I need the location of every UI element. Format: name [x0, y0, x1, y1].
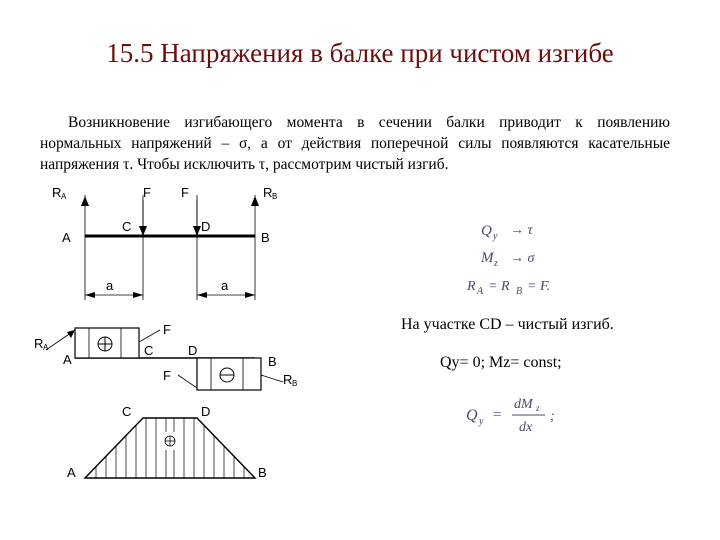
svg-text:= F.: = F.: [527, 279, 551, 294]
force-f-right-label: F: [181, 185, 189, 200]
svg-text:= R: = R: [488, 279, 510, 294]
svg-text:→ τ: → τ: [510, 223, 533, 238]
dim-a-right-label: a: [221, 278, 229, 293]
svg-text:R: R: [467, 279, 476, 294]
svg-text:Q: Q: [466, 407, 478, 424]
moment-b-label: B: [258, 465, 267, 480]
moment-diagram: [67, 404, 267, 480]
svg-text:→ σ: → σ: [510, 251, 535, 266]
svg-text:z: z: [494, 258, 498, 269]
svg-text:A: A: [477, 286, 484, 297]
dim-a-left-label: a: [106, 278, 114, 293]
point-a-label: A: [62, 230, 71, 245]
point-d-label: D: [201, 219, 211, 234]
svg-text:y: y: [493, 231, 498, 242]
svg-text:dx: dx: [519, 420, 533, 435]
beam-loading-diagram: [52, 185, 277, 300]
point-b-label: B: [261, 230, 270, 245]
fbd-c-label: C: [144, 343, 154, 358]
fbd-f-top-label: F: [163, 322, 171, 337]
point-c-label: C: [122, 219, 132, 234]
moment-d-label: D: [201, 404, 211, 419]
svg-text:dM: dM: [514, 397, 533, 412]
fbd-f-bottom-label: F: [163, 368, 171, 383]
svg-text:z: z: [536, 403, 540, 413]
svg-text:B: B: [292, 379, 298, 388]
svg-text:B: B: [272, 192, 278, 201]
fbd-rb-label: R: [283, 372, 293, 387]
conditions-note: Qy= 0; Mz= const;: [440, 354, 562, 371]
ra-label: R: [52, 185, 62, 200]
svg-text:A: A: [43, 343, 49, 352]
force-f-left-label: F: [143, 185, 151, 200]
moment-c-label: C: [122, 404, 132, 419]
rb-label: R: [263, 185, 273, 200]
svg-text:M: M: [481, 250, 494, 266]
slide-title: 15.5 Напряжения в балке при чистом изгибе: [106, 38, 614, 68]
svg-text:A: A: [61, 192, 67, 201]
svg-text:=: =: [492, 407, 503, 423]
free-body-diagram: [34, 322, 297, 390]
svg-text:Q: Q: [481, 223, 492, 239]
svg-text:y: y: [479, 416, 484, 427]
fbd-ra-label: R: [34, 336, 44, 351]
svg-text:;: ;: [550, 409, 555, 424]
fbd-a-label: A: [63, 352, 72, 367]
fbd-b-label: B: [268, 354, 277, 369]
fbd-d-label: D: [188, 343, 198, 358]
pure-bending-note: На участке CD – чистый изгиб.: [401, 316, 614, 333]
svg-text:B: B: [516, 286, 523, 297]
moment-a-label: A: [67, 465, 76, 480]
intro-paragraph: Возникновение изгибающего момента в сечении балки приводит к появлению нормальных напряжений – σ, а от действия поперечной силы появляются касательные напряжения τ. Чтобы исключить τ, рассмотрим чистый изгиб.: [40, 114, 670, 173]
